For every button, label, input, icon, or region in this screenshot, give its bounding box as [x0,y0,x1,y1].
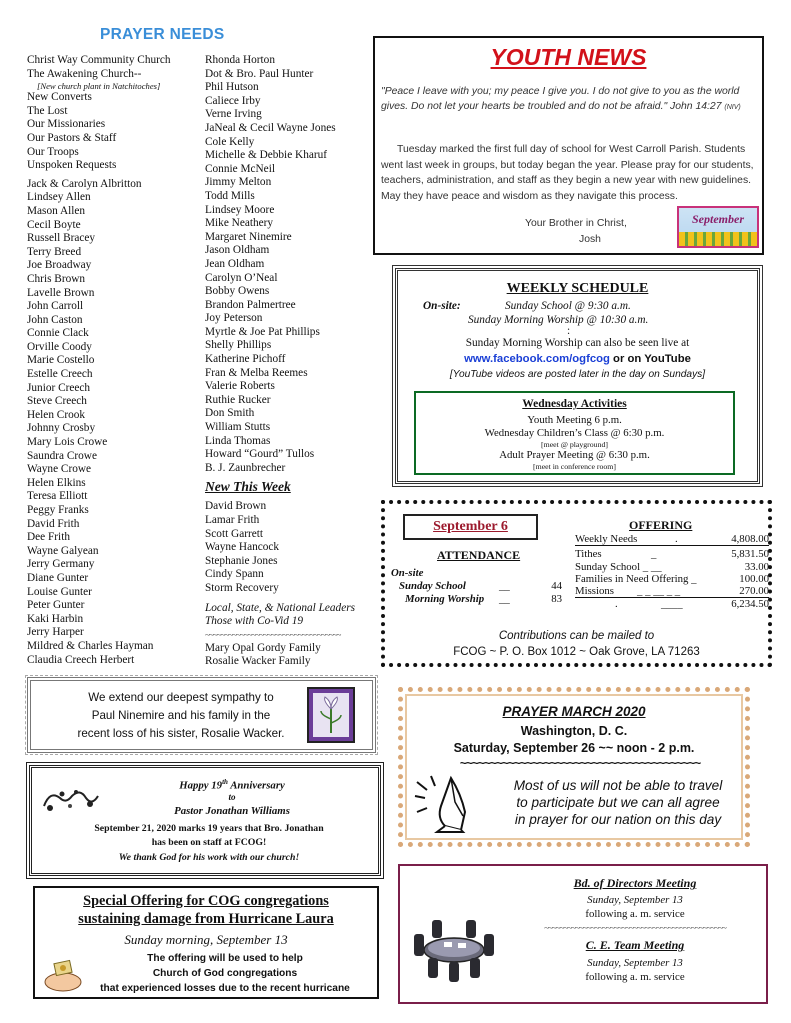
youth-news-box [373,36,764,255]
offering-value: 4,808.00 [731,533,769,545]
attendance-label: Sunday School [399,580,466,592]
list-item: Jason Oldham [205,244,270,257]
list-item: Johnny Crosby [27,422,96,435]
list-item: Phil Hutson [205,81,259,94]
list-item: New Converts [27,91,92,104]
tilde-divider: ~~~~~~~~~~~~~~~~~~~~~~~~~~~~~~~~~~~~~~~~ [459,756,701,770]
board-meeting-time: following a. m. service [585,908,685,920]
list-item: Orville Coody [27,340,92,353]
tilde-divider: ~~~~~~~~~~~~~~~~~~~~~~~~~~~~~~~~~~~ [205,629,341,640]
list-item: JaNeal & Cecil Wayne Jones [205,121,336,134]
offering-row [575,561,769,573]
offering-total-row [575,598,769,610]
list-item: B. J. Zaunbrecher [205,461,286,474]
sympathy-line: We extend our deepest sympathy to [88,691,274,704]
prayer-march-message: Most of us will not be able to travel [513,778,723,793]
special-offering-title: sustaining damage from Hurricane Laura [78,911,334,927]
list-item: Junior Creech [27,381,91,394]
offering-label: Sunday School _ __ [575,561,662,573]
prayer-march-date: Saturday, September 26 ~~ noon - 2 p.m. [453,741,695,755]
youtube-note: [YouTube videos are posted later in the day on Sundays] [449,369,706,380]
special-offering-title: Special Offering for COG congregations [83,893,329,909]
list-item: David Frith [27,517,80,530]
list-item: Joe Broadway [27,259,92,272]
list-item: Mildred & Charles Hayman [27,639,154,652]
list-item: Unspoken Requests [27,159,117,172]
list-item: Ruthie Rucker [205,393,271,406]
september-flowers-image [677,206,759,248]
wednesday-activities-box [414,391,735,475]
list-item: Brandon Palmertree [205,298,296,311]
leaders-heading-line: Local, State, & National Leaders [205,601,355,614]
list-item: Cecil Boyte [27,218,81,231]
list-item: Cindy Spann [205,568,264,581]
list-item: Lavelle Brown [27,286,95,299]
prayer-march-message: to participate but we can all agree [516,795,720,810]
list-item: Marie Costello [27,354,95,367]
attendance-row [399,580,562,592]
list-item: Jean Oldham [205,257,265,270]
anniversary-box [29,765,381,876]
list-item: Connie McNeil [205,162,275,175]
youth-signoff: Your Brother in Christ, [525,218,627,229]
general-needs-list [27,91,202,173]
schedule-dot: : [567,325,571,337]
list-item: Jerry Harper [27,626,84,639]
list-item: Wayne Hancock [205,541,280,554]
list-item: Dot & Bro. Paul Hunter [205,67,314,80]
leaders-heading [205,602,377,628]
list-item: Kaki Harbin [27,612,84,625]
list-item: William Stutts [205,421,271,434]
special-offering-detail: The offering will be used to help [147,953,303,964]
attendance-dash: __ [499,580,510,592]
ce-team-meeting-title: C. E. Team Meeting [585,938,685,952]
sympathy-line: Paul Ninemire and his family in the [91,709,271,722]
offering-label: Families in Need Offering _ [575,573,697,585]
list-item: Chris Brown [27,272,86,285]
covid-heading-line: Those with Co-Vid 19 [205,614,304,627]
special-offering-date: Sunday morning, September 13 [124,932,288,947]
weekly-schedule-title: WEEKLY SCHEDULE [506,281,649,296]
list-item: Helen Crook [27,408,86,421]
tilde-divider: ~~~~~~~~~~~~~~~~~~~~~~~~~~~~~~~~~~~~~~~~~~~~~~~ [544,923,726,933]
offering-dash: . [675,533,678,545]
anniversary-text: Happy 19 [179,779,223,792]
offering-title: OFFERING [629,518,693,532]
quote-text: "Peace I leave with you; my peace I give you. I do not give to you as the world gives. Do not let your hearts be troubled and do not be afraid." [381,86,740,112]
offering-dash: _ _ __ _ _ [637,585,681,597]
list-item: Carolyn O’Neal [205,271,278,284]
anniversary-text: Anniversary [227,779,285,792]
list-item: Lamar Frith [205,514,260,526]
list-item: Our Pastors & Staff [27,131,117,144]
facebook-link[interactable]: www.facebook.com/ogfcog [464,353,610,365]
quote-version: (NIV) [724,104,741,111]
list-item: Mary Opal Gordy Family [205,641,321,654]
list-item: Peter Gunter [27,599,85,612]
facebook-url-line [398,353,757,365]
anniversary-to: to [228,792,236,802]
ce-team-meeting-date: Sunday, September 13 [587,957,683,969]
list-item: Dee Frith [27,531,70,544]
list-item: Shelly Phillips [205,339,272,352]
list-item: Todd Mills [205,189,255,202]
list-item: Fran & Melba Reemes [205,366,308,379]
special-offering-detail: Church of God congregations [152,968,298,979]
sympathy-box [27,677,376,753]
list-item: Katherine Pichoff [205,353,286,366]
attendance-onsite-label: On-site [391,567,424,579]
youth-signer: Josh [579,234,601,245]
offering-dash: ____ [661,598,683,610]
list-item: Lindsey Moore [205,203,275,216]
offering-value: 270.00 [739,585,769,597]
offering-value: 100.00 [739,573,769,585]
offering-label: . [615,598,618,610]
list-item: Verne Irving [205,108,262,121]
anniversary-thanks: We thank God for his work with our church! [118,852,300,863]
list-item: Lindsey Allen [27,191,91,204]
attendance-value: 44 [551,580,562,592]
list-item: Wayne Galyean [27,544,99,557]
sympathy-line: recent loss of his sister, Rosalie Wacker. [77,727,285,740]
list-item: Wayne Crowe [27,463,92,476]
list-item: Our Missionaries [27,118,106,131]
quote-ref: John 14:27 [670,101,722,112]
adult-prayer-note: [meet in conference room] [533,462,616,471]
ordinal-suffix: th [222,778,228,786]
list-item: Michelle & Debbie Kharuf [205,149,328,162]
offering-row [575,573,769,585]
list-item: The Lost [27,104,68,117]
list-item: Valerie Roberts [205,380,275,393]
attendance-row [405,593,562,605]
youth-quote [381,84,757,115]
anniversary-heading [92,778,372,792]
list-item: Russell Bracey [27,232,96,245]
list-item: Linda Thomas [205,434,271,447]
list-item: Joy Peterson [205,312,263,325]
list-item: Don Smith [205,407,255,420]
offering-label: Tithes [575,548,602,560]
list-item: Peggy Franks [27,504,89,516]
list-item: Saundra Crowe [27,449,97,462]
offering-attendance-box [381,500,772,667]
sunday-school-time: Sunday School @ 9:30 a.m. [505,300,631,312]
list-item: Jimmy Melton [205,176,272,189]
list-item: Mason Allen [27,204,86,217]
list-item: Our Troops [27,145,79,158]
meeting-table-icon [406,912,502,984]
list-item: Terry Breed [27,245,82,258]
prayer-march-box [398,687,750,847]
names-list-2 [205,54,377,475]
list-item: Helen Elkins [27,476,86,489]
offering-dash: _ [651,548,657,560]
youth-body-text: Tuesday marked the first full day of school for West Carroll Parish. Students went last week in groups, but today began the year. Please pray for our students, teachers, administration, and staff as they begin a new year with new guidelines. May they have peace and wisdom as they navigate this process. [381,144,754,202]
offering-row [575,533,769,546]
new-this-week-heading: New This Week [205,479,291,495]
live-stream-line: Sunday Morning Worship can also be seen live at [465,337,690,349]
list-item: Claudia Creech Herbert [27,653,135,666]
list-item: Mary Lois Crowe [27,436,108,449]
list-item: Steve Creech [27,395,87,408]
offering-label: Missions [575,585,615,597]
list-item: Howard “Gourd” Tullos [205,448,315,461]
lily-icon [307,687,355,743]
board-meeting-title: Bd. of Directors Meeting [573,876,697,890]
board-meeting-date: Sunday, September 13 [587,894,683,906]
attendance-title: ATTENDANCE [437,548,521,562]
report-date: September 6 [403,514,538,540]
names-list-1 [27,178,202,667]
list-item: Teresa Elliott [27,490,88,503]
special-offering-detail: that experienced losses due to the recent hurricane [100,983,350,994]
youtube-suffix: or on YouTube [609,353,691,365]
list-item: Storm Recovery [205,581,279,594]
attendance-value: 83 [551,593,562,605]
list-item: Christ Way Community Church [27,54,171,66]
praying-hands-icon [411,772,489,834]
list-item: Cole Kelly [205,135,255,148]
weekly-schedule-box [395,268,760,484]
offering-row [575,548,769,560]
list-item: Estelle Creech [27,368,93,381]
church-plant-note: [New church plant in Natchitoches] [37,81,161,92]
list-item: Rhonda Horton [205,54,275,66]
pastor-name: Pastor Jonathan Williams [174,805,290,817]
list-item: Connie Clack [27,327,89,340]
list-item: John Carroll [27,300,84,313]
board-meeting-box [398,864,768,1004]
prayer-needs-column-1 [27,54,202,667]
new-this-week-list [205,500,377,595]
contributions-note: Contributions can be mailed to [498,630,655,642]
september-label: September [692,212,744,226]
list-item: Margaret Ninemire [205,230,292,243]
giving-hands-icon [41,958,85,994]
onsite-label: On-site: [423,300,461,312]
flowers-icon [679,232,757,246]
list-item: Diane Gunter [27,571,89,584]
list-item: Jack & Carolyn Albritton [27,177,142,190]
prayer-march-message: in prayer for our nation on this day [514,812,722,827]
list-item: Scott Garrett [205,527,264,540]
offering-value: 5,831.50 [731,548,769,560]
anniversary-detail: September 21, 2020 marks 19 years that Bro. Jonathan [94,823,324,834]
childrens-class: Wednesday Children’s Class @ 6:30 p.m. [484,427,665,439]
mailing-address: FCOG ~ P. O. Box 1012 ~ Oak Grove, LA 71263 [453,646,700,658]
offering-total: 6,234.50 [731,598,769,610]
list-item: The Awakening Church-- [27,67,142,80]
youth-news-title: YOUTH NEWS [490,44,647,70]
wednesday-title: Wednesday Activities [522,398,627,410]
attendance-label: Morning Worship [405,593,485,605]
offering-row [575,585,769,598]
youth-meeting: Youth Meeting 6 p.m. [527,414,622,426]
adult-prayer-meeting: Adult Prayer Meeting @ 6:30 p.m. [499,449,650,461]
ce-team-meeting-time: following a. m. service [585,971,685,983]
special-offering-box [33,886,379,999]
list-item: Louise Gunter [27,585,92,598]
offering-label: Weekly Needs [575,533,638,545]
sunday-worship-time: Sunday Morning Worship @ 10:30 a.m. [468,314,649,326]
list-item: Bobby Owens [205,285,270,298]
anniversary-detail: has been on staff at FCOG! [151,837,267,848]
list-item: Mike Neathery [205,217,274,230]
list-item: John Caston [27,313,83,326]
list-item: David Brown [205,500,267,513]
prayer-needs-title: PRAYER NEEDS [100,26,225,43]
list-item: Rosalie Wacker Family [205,655,311,668]
childrens-class-note: [meet @ playground] [541,440,608,449]
offering-value: 33.00 [744,561,769,573]
prayer-march-city: Washington, D. C. [520,724,628,738]
list-item: Caliece Irby [205,94,261,107]
list-item: Myrtle & Joe Pat Phillips [205,325,320,338]
list-item: Jerry Germany [27,558,95,571]
attendance-dash: __ [499,593,510,605]
prayer-march-title: PRAYER MARCH 2020 [502,704,646,719]
leaders-list [205,642,377,669]
prayer-needs-column-2 [205,54,377,669]
list-item: Stephanie Jones [205,554,278,567]
